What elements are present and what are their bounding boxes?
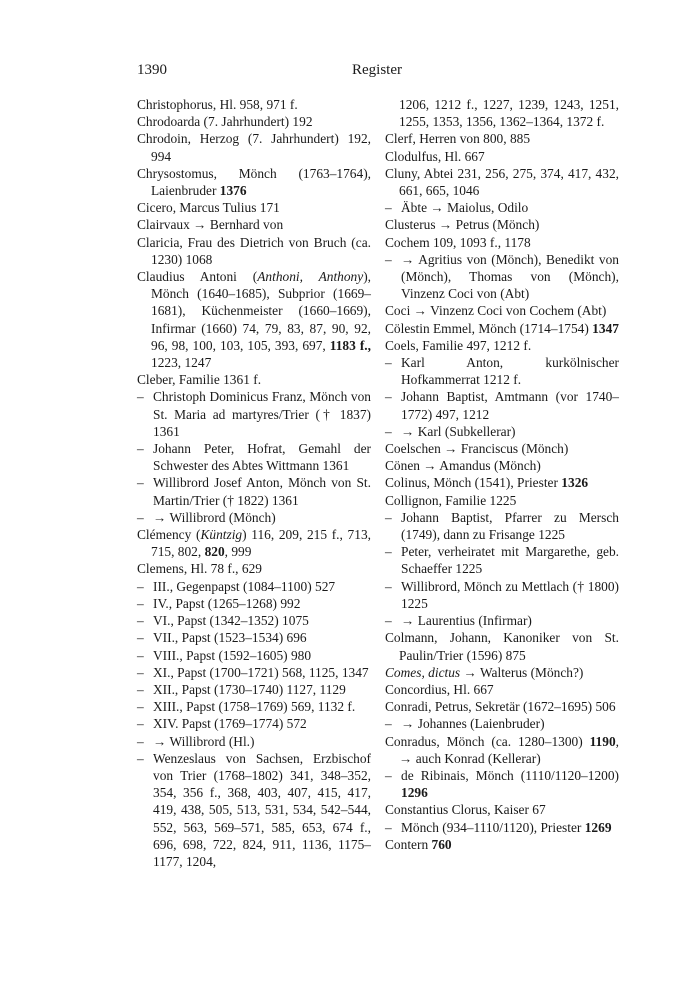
index-subentry xyxy=(385,509,619,543)
index-entry xyxy=(385,216,619,233)
running-head: Register xyxy=(352,62,402,78)
entry-text: → Johannes (Laienbruder) xyxy=(401,716,545,732)
entry-text: Clerf, Herren von 800, 885 xyxy=(385,131,531,147)
bold-page-reference: 1269 xyxy=(584,819,612,835)
entry-text: Coci → Vinzenz Coci von Cochem (Abt) xyxy=(385,303,607,319)
entry-text: de Ribinais, Mönch (1110/1120–1200) xyxy=(401,767,619,783)
index-subentry xyxy=(137,733,371,750)
entry-text: VIII., Papst (1592–1605) 980 xyxy=(153,647,312,663)
bold-page-reference: 1183 f., xyxy=(329,337,371,353)
index-entry xyxy=(385,733,619,767)
entry-text: Cleber, Familie 1361 f. xyxy=(137,372,262,388)
entry-text: Claudius Antoni ( xyxy=(137,269,258,285)
entry-text: Johann Baptist, Amtmann (vor 1740–1772) 497, 1212 xyxy=(401,389,619,422)
index-subentry xyxy=(137,698,371,715)
index-column-right xyxy=(385,96,619,853)
index-subentry xyxy=(137,612,371,629)
entry-text: Cicero, Marcus Tulius 171 xyxy=(137,200,280,216)
entry-text: XIII., Papst (1758–1769) 569, 1132 f. xyxy=(153,699,356,715)
entry-text: Willibrord, Mönch zu Mettlach († 1800) 1225 xyxy=(401,578,619,611)
index-subentry xyxy=(137,681,371,698)
index-entry xyxy=(137,96,371,113)
entry-text: → Karl (Subkellerar) xyxy=(401,423,516,439)
index-subentry xyxy=(385,543,619,577)
entry-text: Clemens, Hl. 78 f., 629 xyxy=(137,561,262,577)
entry-text: IV., Papst (1265–1268) 992 xyxy=(153,595,301,611)
index-entry xyxy=(385,836,619,853)
index-entry xyxy=(385,320,619,337)
index-entry xyxy=(137,560,371,577)
entry-text: XI., Papst (1700–1721) 568, 1125, 1347 xyxy=(153,664,369,680)
index-subentry xyxy=(137,474,371,508)
entry-text: Coels, Familie 497, 1212 f. xyxy=(385,337,532,353)
entry-text: XIV. Papst (1769–1774) 572 xyxy=(153,716,307,732)
index-entry xyxy=(385,629,619,663)
index-subentry xyxy=(137,647,371,664)
entry-text: Peter, verheiratet mit Margarethe, geb. Schaeffer 1225 xyxy=(401,544,619,577)
entry-text: Willibrord Josef Anton, Mönch von St. Martin/Trier († 1822) 1361 xyxy=(153,475,371,508)
entry-text: ), Mönch (1640–1685), Subprior (1669–1681), Küchenmeister (1660–1669), Infirmar (1660) 74, 79, 83, 87, 90, 92, 96, 98, 100, 103, 105, 393, 697, xyxy=(151,269,372,353)
entry-text: → Laurentius (Infirmar) xyxy=(401,613,532,629)
entry-text: Clodulfus, Hl. 667 xyxy=(385,148,485,164)
italic-text: Comes, dictus xyxy=(385,664,461,680)
entry-text: → Agritius von (Mönch), Benedikt von (Mönch), Thomas von (Mönch), Vinzenz Coci von (Abt) xyxy=(401,251,619,302)
entry-text: Äbte → Maiolus, Odilo xyxy=(401,200,529,216)
entry-text: III., Gegenpapst (1084–1100) 527 xyxy=(153,578,336,594)
entry-text: XII., Papst (1730–1740) 1127, 1129 xyxy=(153,681,346,697)
entry-text: Clémency ( xyxy=(137,527,201,543)
bold-page-reference: 1376 xyxy=(219,183,247,199)
bold-page-reference: 760 xyxy=(431,836,452,852)
index-entry xyxy=(385,337,619,354)
entry-text: Chrodoarda (7. Jahrhundert) 192 xyxy=(137,114,313,130)
entry-text: Johann Peter, Hofrat, Gemahl der Schwester des Abtes Wittmann 1361 xyxy=(153,441,371,474)
entry-text: Contern xyxy=(385,836,432,852)
index-entry xyxy=(385,664,619,681)
index-entry xyxy=(137,526,371,560)
entry-text: Collignon, Familie 1225 xyxy=(385,492,517,508)
entry-text: Colmann, Johann, Kanoniker von St. Paulin/Trier (1596) 875 xyxy=(385,630,619,663)
entry-text: Clusterus → Petrus (Mönch) xyxy=(385,217,540,233)
entry-text: 1223, 1247 xyxy=(151,355,212,371)
entry-text: → Willibrord (Hl.) xyxy=(153,733,255,749)
entry-text: Chrysostomus, Mönch (1763–1764), Laienbruder xyxy=(137,165,371,199)
entry-text: Constantius Clorus, Kaiser 67 xyxy=(385,802,546,818)
italic-text: Küntzig xyxy=(200,527,243,543)
index-subentry xyxy=(385,715,619,732)
entry-text: Colinus, Mönch (1541), Priester xyxy=(385,475,562,491)
entry-text: Cönen → Amandus (Mönch) xyxy=(385,458,541,474)
bold-page-reference: 1190 xyxy=(589,733,616,749)
entry-text: ) 116, 209, 215 f., 713, 715, 802, xyxy=(151,527,371,560)
index-subentry xyxy=(385,819,619,836)
index-subentry xyxy=(137,750,371,870)
index-entry xyxy=(385,130,619,147)
entry-text: Coelschen → Franciscus (Mönch) xyxy=(385,441,569,457)
entry-text: Christoph Dominicus Franz, Mönch von St. Maria ad martyres/Trier († 1837) 1361 xyxy=(153,389,371,439)
index-subentry xyxy=(385,767,619,801)
index-entry xyxy=(385,457,619,474)
entry-text: Claricia, Frau des Dietrich von Bruch (ca. 1230) 1068 xyxy=(137,234,371,267)
index-subentry xyxy=(137,629,371,646)
index-entry xyxy=(385,681,619,698)
index-entry xyxy=(385,440,619,457)
index-entry xyxy=(137,199,371,216)
bold-page-reference: 1296 xyxy=(401,785,428,801)
index-entry xyxy=(385,801,619,818)
entry-text: Cluny, Abtei 231, 256, 275, 374, 417, 432, 661, 665, 1046 xyxy=(385,165,619,199)
italic-text: Anthoni, Anthony xyxy=(257,269,364,285)
index-subentry xyxy=(385,354,619,388)
index-entry xyxy=(385,698,619,715)
page-number: 1390 xyxy=(137,62,167,78)
entry-text: Concordius, Hl. 667 xyxy=(385,681,494,697)
index-subentry xyxy=(137,509,371,526)
index-subentry xyxy=(137,595,371,612)
index-subentry xyxy=(385,251,619,303)
entry-text: Wenzeslaus von Sachsen, Erzbischof von Trier (1768–1802) 341, 348–352, 354, 356 f., 368, 403, 407, 415, 417, 419, 438, 505, 513, 531, 534, 542–544, 552, 563, 569–571, 585, 653, 674 f., 696, 698, 722, 824, 911, 1136, 1175–1177, 1204, xyxy=(153,750,371,869)
index-entry xyxy=(385,165,619,199)
index-subentry xyxy=(137,715,371,732)
index-column-left xyxy=(137,96,371,870)
entry-text: VI., Papst (1342–1352) 1075 xyxy=(153,613,309,629)
index-subentry xyxy=(137,578,371,595)
index-entry xyxy=(137,130,371,164)
index-subentry xyxy=(137,440,371,474)
index-entry xyxy=(385,492,619,509)
bold-page-reference: 820 xyxy=(204,544,225,560)
entry-text: Cochem 109, 1093 f., 1178 xyxy=(385,234,531,250)
index-subentry xyxy=(137,664,371,681)
entry-text: Cölestin Emmel, Mönch (1714–1754) xyxy=(385,320,593,336)
entry-text: Christophorus, Hl. 958, 971 f. xyxy=(137,97,298,112)
index-entry xyxy=(137,216,371,233)
entry-text: Chrodoin, Herzog (7. Jahrhundert) 192, 994 xyxy=(137,131,371,164)
entry-text: Conradi, Petrus, Sekretär (1672–1695) 506 xyxy=(385,699,616,715)
index-entry xyxy=(137,113,371,130)
entry-text: , 999 xyxy=(224,544,252,560)
index-entry xyxy=(385,302,619,319)
index-entry xyxy=(137,234,371,268)
bold-page-reference: 1347 xyxy=(592,320,619,336)
index-entry xyxy=(385,96,619,130)
index-subentry xyxy=(137,388,371,440)
index-entry xyxy=(385,474,619,491)
bold-page-reference: 1326 xyxy=(561,475,589,491)
entry-text: Clairvaux → Bernhard von xyxy=(137,217,284,233)
entry-text: Mönch (934–1110/1120), Priester xyxy=(401,819,585,835)
entry-text: , → auch Konrad (Kellerar) xyxy=(399,733,619,766)
index-subentry xyxy=(385,578,619,612)
index-subentry xyxy=(385,199,619,216)
entry-text: Johann Baptist, Pfarrer zu Mersch (1749), dann zu Frisange 1225 xyxy=(401,509,619,543)
index-subentry xyxy=(385,388,619,422)
index-entry xyxy=(137,165,371,199)
index-entry xyxy=(385,148,619,165)
entry-text: 1206, 1212 f., 1227, 1239, 1243, 1251, 1255, 1353, 1356, 1362–1364, 1372 f. xyxy=(399,97,619,130)
entry-text: → Willibrord (Mönch) xyxy=(153,509,276,525)
index-entry xyxy=(137,268,371,371)
index-subentry xyxy=(385,612,619,629)
entry-text: Karl Anton, kurkölnischer Hofkammerrat 1212 f. xyxy=(401,355,619,388)
entry-text: VII., Papst (1523–1534) 696 xyxy=(153,630,307,646)
index-entry xyxy=(137,371,371,388)
index-subentry xyxy=(385,423,619,440)
entry-text: Conradus, Mönch (ca. 1280–1300) xyxy=(385,733,590,749)
entry-text: → Walterus (Mönch?) xyxy=(460,664,584,680)
index-entry xyxy=(385,234,619,251)
